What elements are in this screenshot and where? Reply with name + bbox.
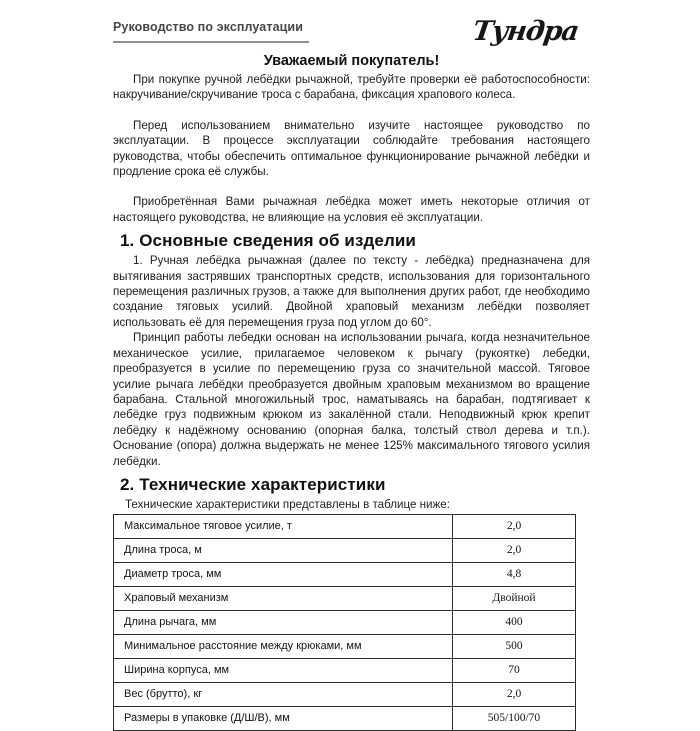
section-2-heading: 2. Технические характеристики <box>120 474 386 494</box>
spec-table <box>113 514 576 731</box>
table-row <box>114 514 576 538</box>
document-title: Руководство по эксплуатации <box>113 20 303 34</box>
spacer <box>113 179 590 194</box>
spec-value: 505/100/70 <box>453 706 576 730</box>
spacer <box>113 103 590 118</box>
section-1-paragraph-1: 1. Ручная лебёдка рычажная (далее по тексту - лебёдка) предназначена для вытягивания застрявших транспортных средств, использования для горизонтального перемещения различных грузов, а также для выполнения других работ, где необходимо создание тяговых усилий. Двойной храповый механизм лебёдки позволяет использовать её для перемещения груза под углом до 60°. <box>113 254 590 329</box>
spec-label: Вес (брутто), кг <box>114 682 453 706</box>
header-divider <box>113 41 309 43</box>
table-row <box>114 610 576 634</box>
spec-value: 2,0 <box>453 538 576 562</box>
table-row <box>114 682 576 706</box>
spec-label: Длина троса, м <box>114 538 453 562</box>
table-row <box>114 634 576 658</box>
spec-value: 400 <box>453 610 576 634</box>
spec-label: Размеры в упаковке (Д/Ш/В), мм <box>114 706 453 730</box>
spec-value: 500 <box>453 634 576 658</box>
spec-value: 4,8 <box>453 562 576 586</box>
spec-label: Максимальное тяговое усилие, т <box>114 514 453 538</box>
section-1-paragraph-2: Принцип работы лебедки основан на использовании рычага, когда незначительное механическое усилие, прилагаемое человеком к рычагу (рукоятке) лебедки, преобразуется в усилие по перемещению груза со значительной массой. Тяговое усилие рычага лебёдки преобразуется двойным храповым механизмом во вращение барабана. Стальной многожильный трос, наматываясь на барабан, подтягивает к лебёдке груз подвижным крюком из закалённой стали. Неподвижный крюк крепит лебёдку к надёжному основанию (опорная балка, толстый ствол дерева и т.п.). Основание (опора) должна выдержать не менее 125% максимального тягового усилия лебёдки. <box>113 331 590 468</box>
spec-value: 2,0 <box>453 682 576 706</box>
table-row <box>114 586 576 610</box>
page-content <box>113 18 590 731</box>
header-title-block <box>113 18 309 43</box>
table-row <box>114 562 576 586</box>
section-1-heading: 1. Основные сведения об изделии <box>120 231 416 251</box>
table-row <box>114 658 576 682</box>
spec-label: Минимальное расстояние между крюками, мм <box>114 634 453 658</box>
spec-label: Диаметр троса, мм <box>114 562 453 586</box>
table-row <box>114 706 576 730</box>
intro-paragraph-2: Перед использованием внимательно изучите настоящее руководство по эксплуатации. В процессе эксплуатации соблюдайте требования настоящего руководства, чтобы обеспечить оптимальное функционирование рычажной лебёдки и продление срока её службы. <box>113 118 590 179</box>
intro-paragraph-1: При покупке ручной лебёдки рычажной, требуйте проверки её работоспособности: накручивание/скручивание троса с барабана, фиксация храпового колеса. <box>113 73 590 102</box>
spec-label: Длина рычага, мм <box>114 610 453 634</box>
spec-value: 70 <box>453 658 576 682</box>
spec-value: Двойной <box>453 586 576 610</box>
table-row <box>114 538 576 562</box>
greeting-heading: Уважаемый покупатель! <box>263 53 440 69</box>
spec-label: Ширина корпуса, мм <box>114 658 453 682</box>
spec-label: Храповый механизм <box>114 586 453 610</box>
brand-logo: Тундра <box>470 16 581 47</box>
intro-paragraph-3: Приобретённая Вами рычажная лебёдка может иметь некоторые отличия от настоящего руководства, не влияющие на условия её эксплуатации. <box>113 195 590 224</box>
section-2-table-intro: Технические характеристики представлены в таблице ниже: <box>125 497 450 511</box>
spec-value: 2,0 <box>453 514 576 538</box>
page-header <box>113 18 590 45</box>
